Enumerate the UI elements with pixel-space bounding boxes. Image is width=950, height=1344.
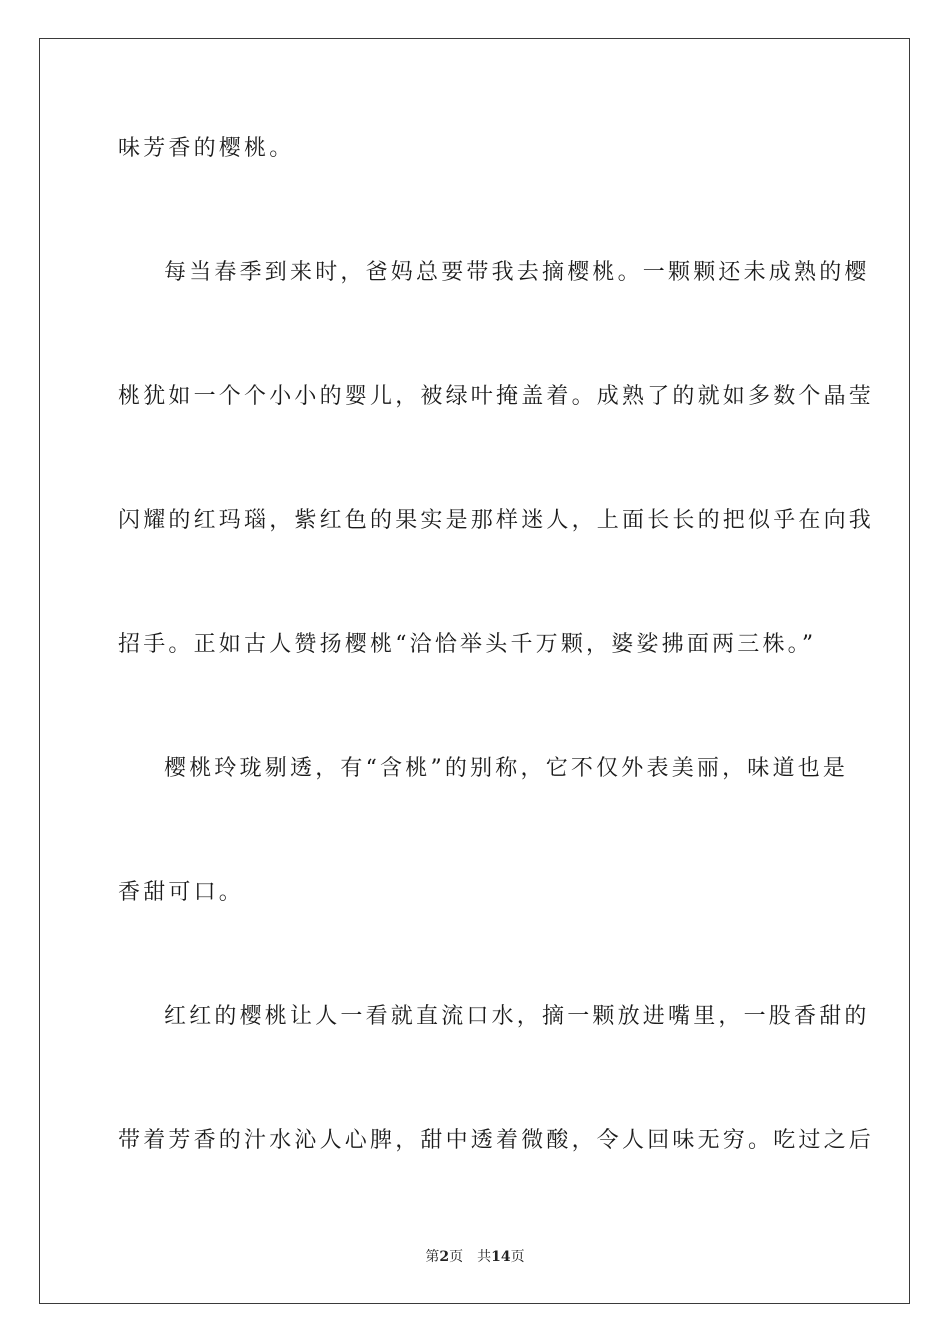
page-suffix: 页	[449, 1249, 464, 1265]
text-line: 闪耀的红玛瑙，紫红色的果实是那样迷人，上面长长的把似乎在向我	[118, 508, 875, 533]
text-line: 招手。正如古人赞扬樱桃“洽恰举头千万颗，婆娑拂面两三株。”	[118, 632, 817, 657]
page-footer	[0, 1248, 950, 1266]
current-page-number: 2	[439, 1249, 450, 1265]
paragraph-first-line: 红红的樱桃让人一看就直流口水，摘一颗放进嘴里，一股香甜的	[164, 1004, 870, 1029]
page-border	[39, 38, 910, 1304]
text-line: 桃犹如一个个小小的婴儿，被绿叶掩盖着。成熟了的就如多数个晶莹	[118, 384, 875, 409]
total-prefix: 共	[477, 1249, 492, 1265]
paragraph-first-line: 每当春季到来时，爸妈总要带我去摘樱桃。一颗颗还未成熟的樱	[164, 260, 870, 285]
total-page-count: 14	[491, 1249, 511, 1265]
page-prefix: 第	[425, 1249, 440, 1265]
text-line: 味芳香的樱桃。	[118, 136, 295, 161]
text-line: 香甜可口。	[118, 880, 245, 905]
total-suffix: 页	[510, 1249, 525, 1265]
text-line: 带着芳香的汁水沁人心脾，甜中透着微酸，令人回味无穷。吃过之后	[118, 1128, 875, 1153]
paragraph-first-line: 樱桃玲珑剔透，有“含桃”的别称，它不仅外表美丽，味道也是	[164, 756, 849, 781]
